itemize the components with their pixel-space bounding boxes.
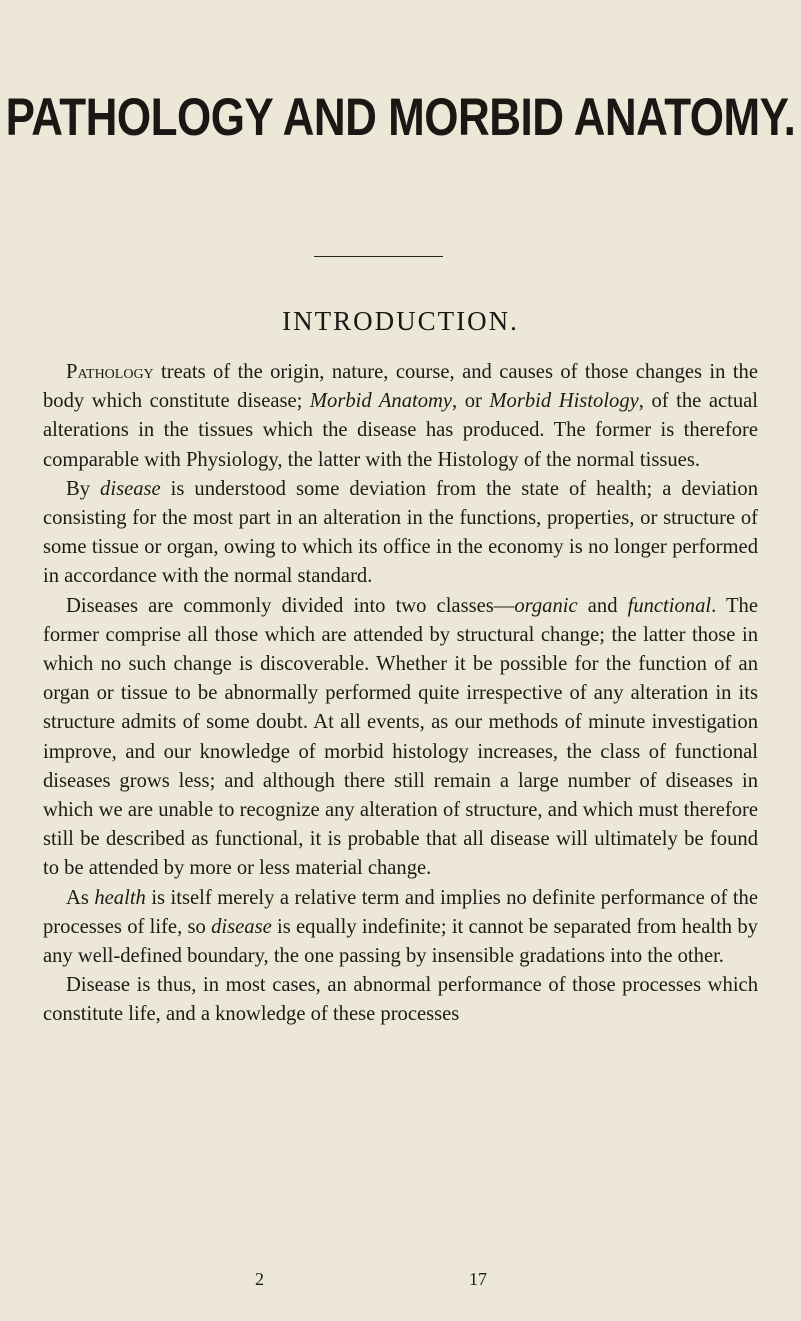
title-divider <box>314 256 443 257</box>
italic-term: organic <box>514 594 578 617</box>
italic-term: disease <box>211 915 272 938</box>
italic-term: disease <box>100 477 161 500</box>
text-run: treats of the origin, nature, course, and causes of those changes in the body which constitute disease; <box>43 361 758 413</box>
italic-term: Morbid Anatomy <box>309 390 453 413</box>
section-heading: INTRODUCTION. <box>282 306 519 336</box>
paragraph <box>43 884 758 972</box>
text-run: , or <box>452 390 490 413</box>
page-title: PATHOLOGY AND MORBID ANATOMY. <box>5 88 796 147</box>
signature-mark: 2 <box>255 1269 264 1289</box>
text-run: By <box>66 477 101 500</box>
text-run: is equally indefinite; it cannot be separated from health by any well-defined boundary, the one passing by insensible gradations into the other. <box>43 915 758 968</box>
text-run: . The former comprise all those which are attended by structural change; the latter those in which no such change is discoverable. Whether it be possible for the function of an organ or tissue to be abnormally performed quite irrespective of any alteration in its structure admits of some doubt. At all events, as our methods of minute investigation improve, and our knowledge of morbid histology increases, the class of functional diseases grows less; and although there still remain a large number of diseases in which we are unable to recognize any alteration of structure, and which must therefore still be described as functional, it is probable that all disease will ultimately be found to be attended by more or less material change. <box>43 594 758 880</box>
italic-term: Morbid Histology <box>489 390 639 413</box>
text-run: is itself merely a relative term and implies no definite performance of the processes of life, so <box>43 886 758 938</box>
page-number: 17 <box>469 1269 487 1289</box>
text-run: is understood some deviation from the state of health; a deviation consisting for the most part in an alteration in the functions, properties, or structure of some tissue or organ, owing to which its office in the economy is no longer performed in accordance with the normal standard. <box>43 477 758 588</box>
body-text <box>43 358 758 1030</box>
paragraph <box>43 971 758 1029</box>
text-run: As <box>66 886 95 909</box>
paragraph <box>43 358 758 475</box>
paragraph <box>43 592 758 884</box>
text-run: Disease is thus, in most cases, an abnormal performance of those processes which constitute life, and a knowledge of these processes <box>43 974 758 1026</box>
italic-term: health <box>94 886 146 909</box>
paragraph-lead-word: Pathology <box>66 361 154 383</box>
text-run: Diseases are commonly divided into two classes— <box>66 594 515 617</box>
text-run: and <box>577 594 628 617</box>
italic-term: functional <box>627 594 712 617</box>
paragraph <box>43 475 758 592</box>
text-run: , of the actual alterations in the tissues which the disease has produced. The former is therefore comparable with Physiology, the latter with the Histology of the normal tissues. <box>43 390 758 471</box>
